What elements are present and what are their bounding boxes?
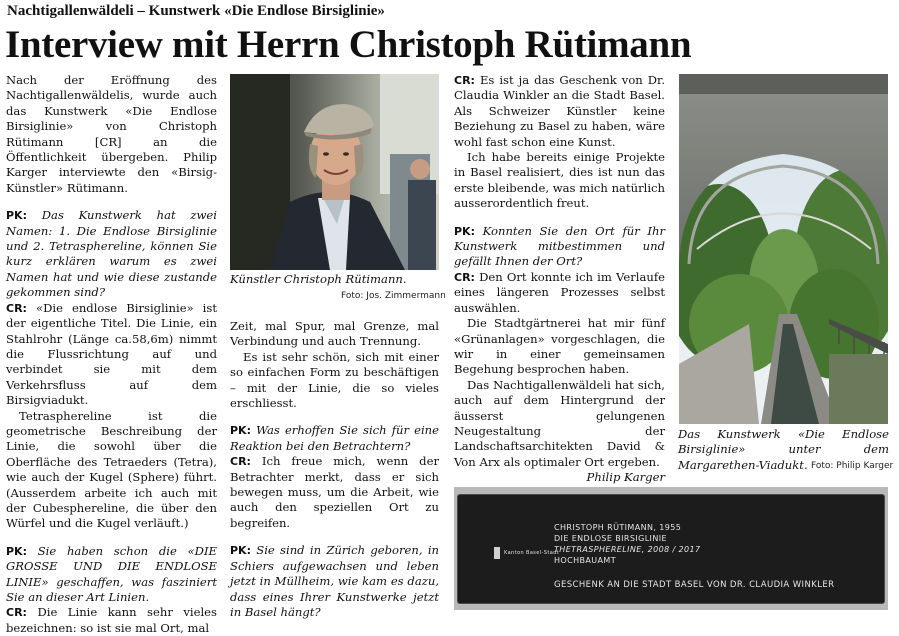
canton-logo-icon bbox=[494, 547, 500, 559]
artist-photo-credit: Foto: Jos. Zimmermann bbox=[341, 291, 446, 301]
kicker: Nachtigallenwäldeli – Kunstwerk «Die Endlose Birsiglinie» bbox=[7, 3, 385, 19]
answer-5b: Die Stadtgärtnerei hat mir fünf «Grünanlagen» vorgeschlagen, die wir in einer gemeinsamen Begehung besprochen haben. bbox=[454, 316, 665, 377]
question-3: PK: Was erhoffen Sie sich für eine Reaktion bei den Betrachtern? bbox=[230, 423, 440, 453]
plaque-logo-text: Kanton Basel-Stadt bbox=[504, 550, 560, 556]
answer-2-continued: Zeit, mal Spur, mal Grenze, mal Verbindung und auch Trennung. bbox=[230, 319, 439, 349]
cr-label: CR: bbox=[6, 301, 27, 315]
artist-portrait-image bbox=[230, 74, 439, 270]
column-2 bbox=[230, 319, 439, 620]
plaque-line-3: THETRASPHERELINE, 2008 / 2017 bbox=[554, 545, 701, 554]
viaduct-photo-caption: Das Kunstwerk «Die Endlose Birsiglinie» unter dem Margarethen-Viadukt. bbox=[678, 427, 889, 472]
answer-1: CR: «Die endlose Birsiglinie» ist der eigentliche Titel. Die Linie, ein Stahlrohr (Länge ca.58,6m) nimmt die Flussrichtung auf und verbindet sie mit dem Verkehrsfluss auf dem Birsigviadukt. bbox=[6, 300, 217, 408]
plaque bbox=[458, 495, 884, 603]
question-5: PK: Konnten Sie den Ort für Ihr Kunstwerk mitbestimmen und gefällt Ihnen der Ort? bbox=[454, 223, 665, 269]
answer-5: CR: Den Ort konnte ich im Verlaufe eines längeren Prozesses selbst auswählen. bbox=[454, 269, 665, 315]
answer-3: CR: Ich freue mich, wenn der Betrachter merkt, dass er sich bewegen muss, um die Arbeit, wie auch den speziellen Ort zu begreifen. bbox=[230, 454, 439, 530]
viaduct-photo bbox=[679, 74, 888, 424]
artist-photo bbox=[230, 74, 439, 270]
pk-label: PK: bbox=[6, 209, 27, 223]
answer-4b: Ich habe bereits einige Projekte in Basel realisiert, dies ist nun das erste bleibende, was mich natürlich ausserordentlich freut. bbox=[454, 150, 665, 211]
plaque-line-4: HOCHBAUAMT bbox=[554, 556, 616, 565]
headline: Interview mit Herrn Christoph Rütimann bbox=[5, 23, 692, 66]
question-2: PK: Sie haben schon die «DIE GROSSE UND DIE ENDLOSE LINIE» geschaffen, was fasziniert Sie an dieser Art Linien. bbox=[6, 543, 217, 604]
answer-2: CR: Die Linie kann sehr vieles bezeichnen: so ist sie mal Ort, mal bbox=[6, 605, 217, 635]
column-3 bbox=[454, 73, 665, 486]
answer-2b: Es ist sehr schön, sich mit einer so einfachen Form zu beschäftigen – mit der Linie, die so vieles erschliesst. bbox=[230, 349, 439, 411]
intro-paragraph: Nach der Eröffnung des Nachtigallenwäldelis, wurde auch das Kunstwerk «Die Endlose Birsiglinie» von Christoph Rütimann [CR] an die Öffentlichkeit übergeben. Philip Karger interviewte den «Birsig-Künstler» Rütimann. bbox=[6, 73, 217, 195]
plaque-line-5: GESCHENK AN DIE STADT BASEL VON DR. CLAUDIA WINKLER bbox=[554, 580, 835, 590]
viaduct-photo-credit: Foto: Philip Karger bbox=[811, 461, 894, 471]
plaque-line-1: CHRISTOPH RÜTIMANN, 1955 bbox=[554, 523, 682, 532]
column-1 bbox=[6, 73, 217, 636]
plaque-photo bbox=[454, 487, 888, 610]
artist-photo-caption: Künstler Christoph Rütimann. bbox=[230, 272, 407, 286]
plaque-line-2: DIE ENDLOSE BIRSIGLINIE bbox=[554, 534, 667, 543]
answer-5c: Das Nachtigallenwäldeli hat sich, auch auf dem Hintergrund der äusserst gelungenen Neugestaltung der Landschaftsarchitekten David & Von Arx als optimaler Ort ergeben. Philip Karger bbox=[454, 377, 665, 485]
answer-1b: Tetrasphereline ist die geometrische Beschreibung der Linie, die sowohl über die Oberfläche des Tetraeders (Tetra), wie auch der Kugel (Sphere) führt. (Ausserdem arbeite ich auch mit der Cubesphereline, die über den Würfel und die Kugel verläuft.) bbox=[6, 408, 217, 531]
question-1: PK: Das Kunstwerk hat zwei Namen: 1. Die Endlose Birsiglinie und 2. Tetrasphereline, können Sie kurz erklären warum es zwei Namen hat und wie diese zustande gekommen sind? bbox=[6, 208, 218, 300]
author-signature: Philip Karger bbox=[586, 470, 665, 485]
question-4: PK: Sie sind in Zürich geboren, in Schiers aufgewachsen und leben jetzt in Müllheim, wie kam es dazu, dass eines Ihrer Kunstwerke jetzt in Basel hängt? bbox=[230, 543, 440, 619]
viaduct-artwork-image bbox=[679, 74, 888, 424]
answer-4: CR: Es ist ja das Geschenk von Dr. Claudia Winkler an die Stadt Basel. Als Schweizer Künstler keine Beziehung zu Basel zu haben, wäre wohl fast schon eine Kunst. bbox=[454, 73, 666, 149]
